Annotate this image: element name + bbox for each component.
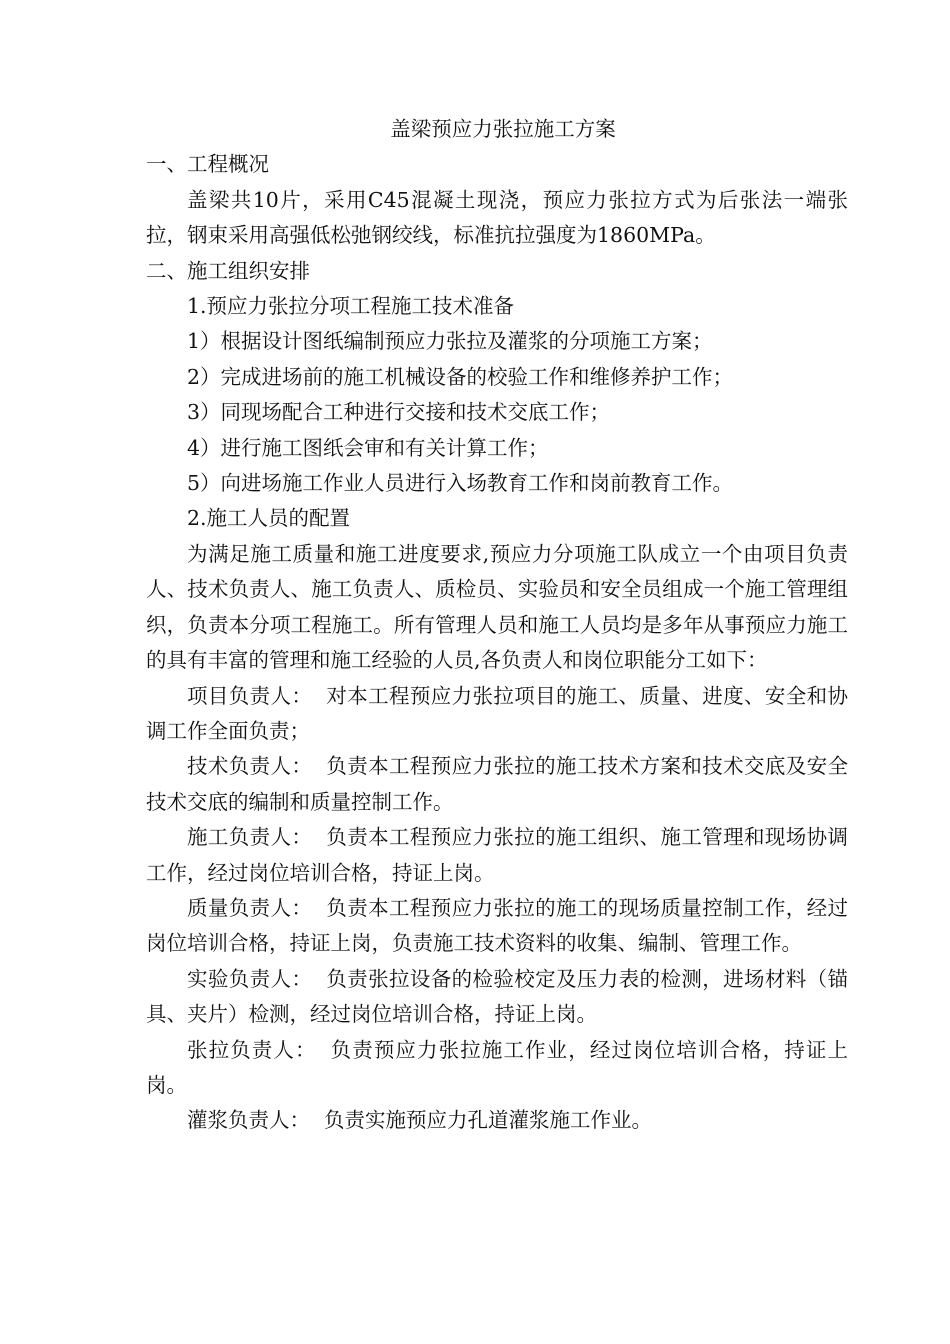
role-paragraph xyxy=(146,679,848,750)
role-title: 技术负责人： xyxy=(187,754,313,779)
section-1-heading: 一、工程概况 xyxy=(146,152,269,177)
section-2-heading: 二、施工组织安排 xyxy=(146,258,310,283)
role-title: 施工负责人： xyxy=(187,825,313,850)
role-description: 负责本工程预应力张拉的施工的现场质量控制工作，经过岗位培训合格，持证上岗，负责施工技术资料的收集、编制、管理工作。 xyxy=(146,895,849,956)
role-paragraph xyxy=(146,962,848,1033)
prep-item-3: 3）同现场配合工种进行交接和技术交底工作； xyxy=(187,400,611,425)
prep-item-5: 5）向进场施工作业人员进行入场教育工作和岗前教育工作。 xyxy=(187,471,734,496)
prep-item-1: 1）根据设计图纸编制预应力张拉及灌浆的分项施工方案； xyxy=(187,329,713,354)
role-description: 负责本工程预应力张拉的施工组织、施工管理和现场协调工作，经过岗位培训合格，持证上岗。 xyxy=(146,825,849,885)
role-title: 质量负责人： xyxy=(187,895,313,920)
prep-item-2: 2）完成进场前的施工机械设备的校验工作和维修养护工作； xyxy=(187,364,734,389)
prep-item-4: 4）进行施工图纸会审和有关计算工作； xyxy=(187,435,549,460)
section-1-paragraph: 盖梁共10片，采用C45混凝土现浇，预应力张拉方式为后张法一端张拉，钢束采用高强低松弛钢绞线，标准抗拉强度为1860MPa。 xyxy=(146,187,848,248)
role-description: 对本工程预应力张拉项目的施工、质量、进度、安全和协调工作全面负责； xyxy=(146,683,849,743)
staffing-intro-paragraph: 为满足施工质量和施工进度要求,预应力分项施工队成立一个由项目负责人、技术负责人、施工负责人、质检员、实验员和安全员组成一个施工管理组织，负责本分项工程施工。所有管理人员和施工人员均是多年从事预应力施工的具有丰富的管理和施工经验的人员,各负责人和岗位职能分工如下： xyxy=(146,541,848,673)
role-title: 项目负责人： xyxy=(187,683,313,708)
role-title: 张拉负责人： xyxy=(187,1037,317,1062)
role-title: 实验负责人： xyxy=(187,966,313,991)
role-paragraph xyxy=(146,891,848,962)
subsection-1-heading: 1.预应力张拉分项工程施工技术准备 xyxy=(187,294,515,319)
document-body xyxy=(146,112,848,1139)
role-description: 负责实施预应力孔道灌浆施工作业。 xyxy=(324,1108,652,1133)
role-title: 灌浆负责人： xyxy=(187,1108,310,1133)
document-title: 盖梁预应力张拉施工方案 xyxy=(390,117,616,141)
role-paragraph xyxy=(146,749,848,820)
subsection-2-heading: 2.施工人员的配置 xyxy=(187,506,351,531)
role-paragraph xyxy=(146,820,848,891)
role-description: 负责本工程预应力张拉的施工技术方案和技术交底及安全技术交底的编制和质量控制工作。 xyxy=(146,754,849,814)
role-paragraph xyxy=(146,1103,848,1138)
role-description: 负责张拉设备的检验校定及压力表的检测，进场材料（锚具、夹片）检测，经过岗位培训合格，持证上岗。 xyxy=(146,966,849,1027)
role-description: 负责预应力张拉施工作业，经过岗位培训合格，持证上岗。 xyxy=(146,1037,849,1097)
role-paragraph xyxy=(146,1033,848,1104)
